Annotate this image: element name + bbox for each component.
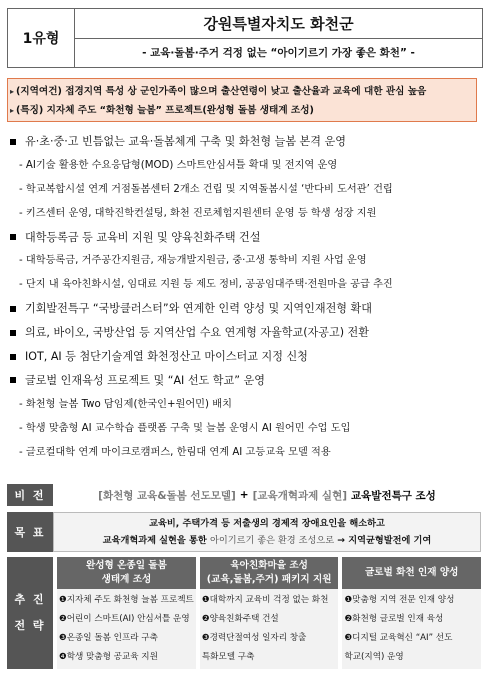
main-bullet-item: 글로벌 인재육성 프로젝트 및 “AI 선도 학교” 운영 — [7, 369, 483, 393]
sub-item: - 글로컬대학 연계 마이크로캠퍼스, 한림대 연계 AI 고등교육 모델 적용 — [19, 446, 331, 458]
main-bullet-item: 기회발전특구 “국방클러스터”와 연계한 인력 양성 및 지역인재전형 확대 — [7, 297, 483, 321]
strategy-column-2 — [200, 557, 339, 669]
vision-left: [화천형 교육&돌봄 선도모델] — [98, 489, 236, 502]
triangle-bullet-icon: ▸ — [10, 87, 15, 96]
column-items — [200, 589, 339, 669]
vision-section — [7, 484, 481, 506]
sub-item: - 학교복합시설 연계 거점돌봄센터 2개소 건립 및 지역돌봄시설 ‘반다비 도서관’ 건립 — [19, 183, 393, 195]
list-item: ❸디지털 교육혁신 “AI” 선도 — [344, 633, 453, 643]
main-bullet-item: IOT, AI 등 첨단기술계열 화천정산고 마이스터교 지정 신청 — [7, 345, 483, 369]
goal-line-2: 교육개혁과제 실현을 통한 아이기르기 좋은 환경 조성으로 → 지역균형발전에 기여 — [102, 535, 432, 546]
list-item: ❶맞춤형 지역 전문 인재 양성 — [344, 595, 455, 605]
square-bullet-icon — [10, 330, 16, 336]
column-items — [57, 589, 196, 669]
goal-line-1: 교육비, 주택가격 등 저출생의 경제적 장애요인을 해소하고 — [149, 518, 385, 529]
context-box — [7, 78, 477, 122]
square-bullet-icon — [10, 377, 16, 383]
strategy-section — [7, 557, 481, 669]
column-head: 완성형 온종일 돌봄 생태계 조성 — [57, 557, 196, 589]
list-item: ❷양육친화주택 건설 — [201, 614, 279, 624]
list-item: 특화모델 구축 — [201, 652, 255, 662]
strategy-label: 추 진 전 략 — [7, 557, 53, 669]
context-line-2: ▸ (특징) 지자체 주도 “화천형 늘봄” 프로젝트(완성형 돌봄 생태계 조성) — [10, 105, 314, 116]
vision-plus: + — [239, 489, 249, 501]
vision-mid: [교육개혁과제 실현] — [252, 489, 348, 502]
square-bullet-icon — [10, 234, 16, 240]
list-item: 학교(지역) 운영 — [344, 652, 404, 662]
strategy-columns — [57, 557, 481, 669]
column-head: 글로벌 화천 인재 양성 — [342, 557, 481, 589]
strategy-column-1 — [57, 557, 196, 669]
sub-item: - 학생 맞춤형 AI 교수학습 플랫폼 구축 및 늘봄 운영시 AI 원어민 수업 도입 — [19, 422, 351, 434]
list-item: ❸경력단절여성 일자리 창출 — [201, 633, 307, 643]
column-head: 육아친화마을 조성 (교육,돌봄,주거) 패키지 지원 — [200, 557, 339, 589]
column-items — [342, 589, 481, 669]
vision-text — [53, 484, 481, 506]
header-right — [75, 9, 482, 67]
goal-text — [53, 512, 481, 552]
main-bullet-item: 유·초·중·고 빈틈없는 교육·돌봄체계 구축 및 화천형 늘봄 본격 운영 — [7, 130, 483, 154]
vision-right: 교육발전특구 조성 — [351, 489, 436, 502]
header-box — [7, 8, 483, 68]
list-item: ❹학생 맞춤형 공교육 지원 — [59, 652, 158, 662]
goal-section — [7, 512, 481, 552]
body-list — [7, 130, 483, 464]
square-bullet-icon — [10, 306, 16, 312]
list-item: ❸온종일 돌봄 인프라 구축 — [59, 633, 158, 643]
sub-item: - 단지 내 육아친화시설, 임대료 지원 등 제도 정비, 공공임대주택·전원마을 공급 추진 — [19, 279, 393, 291]
triangle-bullet-icon: ▸ — [10, 106, 15, 115]
list-item: ❷어린이 스마트(AI) 안심셔틀 운영 — [59, 614, 190, 624]
main-bullet-item: 대학등록금 등 교육비 지원 및 양육친화주택 건설 — [7, 226, 483, 250]
type-label: 1유형 — [8, 9, 75, 67]
sub-item: - 화천형 늘봄 Two 담임제(한국인+원어민) 배치 — [19, 398, 232, 410]
context-line-1: ▸ (지역여건) 접경지역 특성 상 군인가족이 많으며 출산연령이 낮고 출산율과 교육에 대한 관심 높음 — [10, 86, 427, 97]
sub-item: - 키즈센터 운영, 대학진학컨설팅, 화천 진로체험지원센터 운영 등 학생 성장 지원 — [19, 207, 377, 219]
main-bullet-item: 의료, 바이오, 국방산업 등 지역산업 수요 연계형 자율학교(자공고) 전환 — [7, 321, 483, 345]
sub-item: - 대학등록금, 거주공간지원금, 재능개발지원금, 중·고생 통학비 지원 사업 운영 — [19, 255, 367, 267]
sub-item: - AI기술 활용한 수요응답형(MOD) 스마트안심셔틀 확대 및 전지역 운영 — [19, 159, 338, 171]
goal-label: 목 표 — [7, 512, 53, 552]
vision-label: 비 전 — [7, 484, 53, 506]
list-item: ❶대학까지 교육비 걱정 없는 화천 — [201, 595, 329, 605]
square-bullet-icon — [10, 139, 16, 145]
slogan: - 교육·돌봄·주거 걱정 없는 “아이기르기 가장 좋은 화천” - — [142, 47, 415, 60]
list-item: ❶지자체 주도 화천형 늘봄 프로젝트 — [59, 595, 194, 605]
region-title: 강원특별자치도 화천군 — [75, 9, 482, 39]
list-item: ❷화천형 글로벌 인재 육성 — [344, 614, 444, 624]
strategy-column-3 — [342, 557, 481, 669]
square-bullet-icon — [10, 354, 16, 360]
